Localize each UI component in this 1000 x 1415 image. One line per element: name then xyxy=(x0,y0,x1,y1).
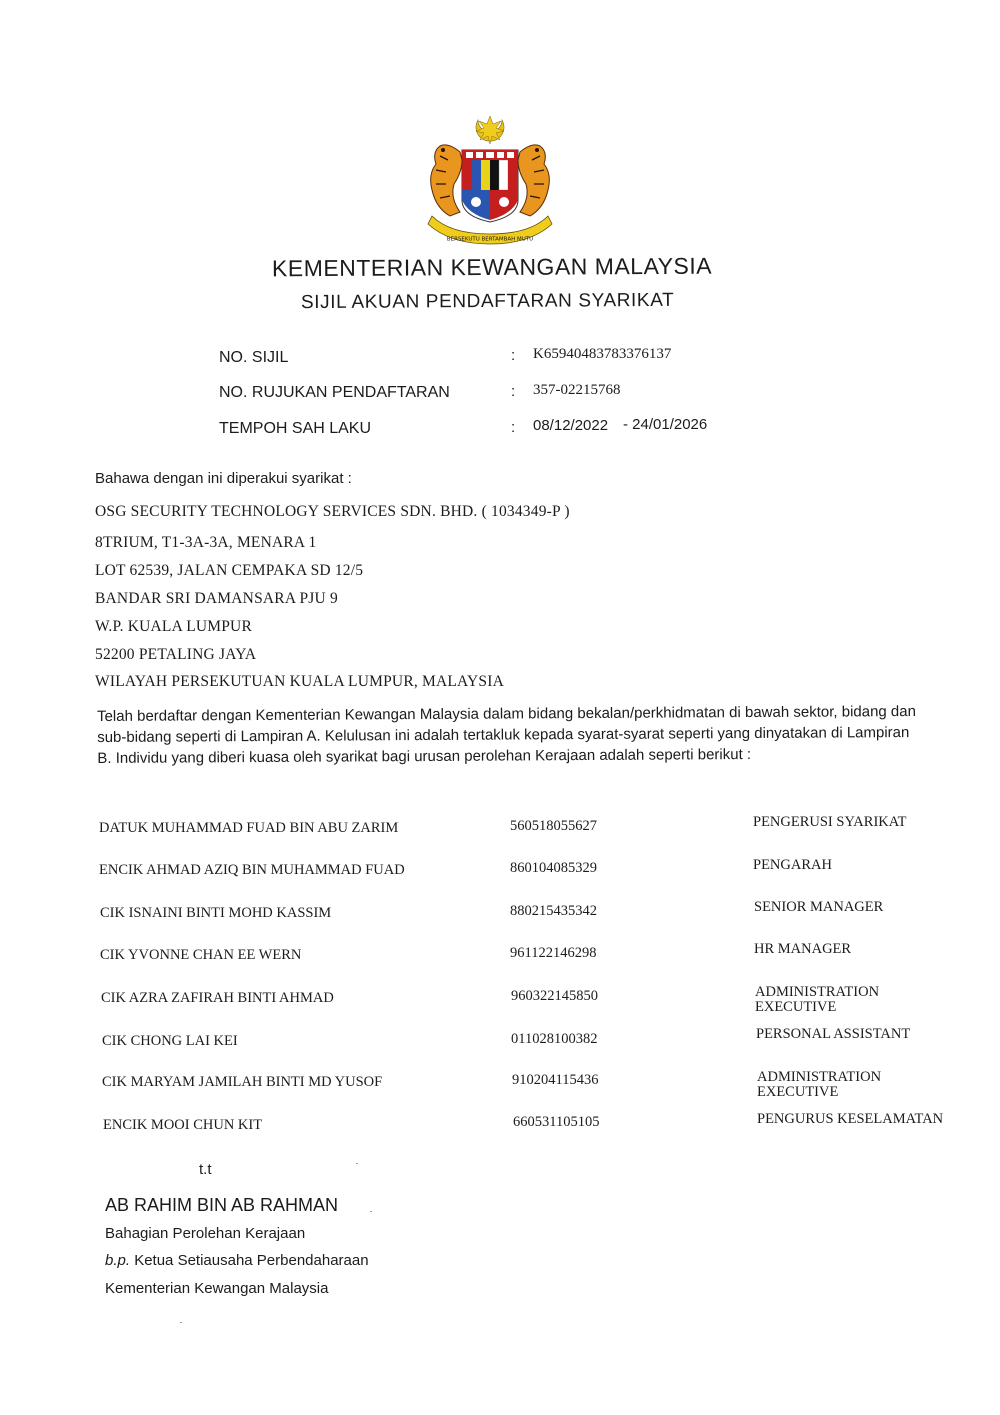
person-name: CIK ISNAINI BINTI MOHD KASSIM xyxy=(100,905,332,921)
colon: : xyxy=(511,383,516,400)
no-rujukan-label: NO. RUJUKAN PENDAFTARAN xyxy=(219,384,450,401)
person-role: HR MANAGER xyxy=(754,941,852,957)
signatory-name: AB RAHIM BIN AB RAHMAN xyxy=(105,1195,339,1215)
signatory-division: Bahagian Perolehan Kerajaan xyxy=(105,1225,306,1242)
tempoh-end: - 24/01/2026 xyxy=(623,416,708,433)
scan-speck xyxy=(356,1163,358,1164)
person-role: PENGERUSI SYARIKAT xyxy=(753,814,907,830)
person-name: CIK YVONNE CHAN EE WERN xyxy=(100,947,302,963)
colon: : xyxy=(511,419,516,436)
person-name: ENCIK AHMAD AZIQ BIN MUHAMMAD FUAD xyxy=(99,862,405,878)
person-ic: 560518055627 xyxy=(510,818,597,834)
person-role: SENIOR MANAGER xyxy=(754,899,884,915)
person-name: CIK CHONG LAI KEI xyxy=(102,1033,238,1049)
company-name: OSG SECURITY TECHNOLOGY SERVICES SDN. BHD. ( 1034349-P ) xyxy=(95,503,570,520)
no-rujukan-value: 357-02215768 xyxy=(533,382,621,398)
scan-speck xyxy=(370,1211,372,1212)
person-name: CIK MARYAM JAMILAH BINTI MD YUSOF xyxy=(102,1074,383,1090)
person-ic: 011028100382 xyxy=(511,1031,598,1047)
signatory-ministry: Kementerian Kewangan Malaysia xyxy=(105,1280,329,1297)
person-ic: 880215435342 xyxy=(510,903,597,919)
intro-text: Bahawa dengan ini diperakui syarikat : xyxy=(95,470,352,487)
address-line: WILAYAH PERSEKUTUAN KUALA LUMPUR, MALAYSIA xyxy=(95,673,504,690)
address-line: W.P. KUALA LUMPUR xyxy=(95,618,252,635)
coat-of-arms-icon xyxy=(410,112,570,247)
tempoh-start: 08/12/2022 xyxy=(533,417,609,434)
person-role: PERSONAL ASSISTANT xyxy=(756,1026,911,1042)
person-ic: 961122146298 xyxy=(510,945,597,961)
svg-text:BERSEKUTU BERTAMBAH MUTU: BERSEKUTU BERTAMBAH MUTU xyxy=(446,236,534,243)
no-sijil-label: NO. SIJIL xyxy=(219,349,289,366)
no-sijil-value: K65940483783376137 xyxy=(533,346,672,362)
scan-speck xyxy=(180,1322,182,1323)
on-behalf-text: Ketua Setiausaha Perbendaharaan xyxy=(134,1252,369,1269)
person-name: ENCIK MOOI CHUN KIT xyxy=(103,1117,263,1133)
statement-paragraph: Telah berdaftar dengan Kementerian Kewangan Malaysia dalam bidang bekalan/perkhidmatan di bawah sektor, bidang dan sub-bidang seperti di Lampiran A. Kelulusan ini adalah tertakluk kepada syarat-syarat seperti yang dinyatakan di Lampiran B. Individu yang diberi kuasa oleh syarikat bagi urusan perolehan Kerajaan adalah seperti berikut : xyxy=(97,702,916,767)
person-role: ADMINISTRATION EXECUTIVE xyxy=(757,1069,882,1100)
person-name: DATUK MUHAMMAD FUAD BIN ABU ZARIM xyxy=(99,820,399,836)
person-name: CIK AZRA ZAFIRAH BINTI AHMAD xyxy=(101,990,334,1006)
person-ic: 960322145850 xyxy=(511,988,598,1004)
person-role: PENGURUS KESELAMATAN xyxy=(757,1111,944,1127)
address-line: 52200 PETALING JAYA xyxy=(95,646,257,663)
address-line: 8TRIUM, T1-3A-3A, MENARA 1 xyxy=(95,534,317,551)
certificate-title: SIJIL AKUAN PENDAFTARAN SYARIKAT xyxy=(300,289,675,314)
tempoh-label: TEMPOH SAH LAKU xyxy=(219,420,372,437)
person-ic: 660531105105 xyxy=(513,1114,600,1130)
address-line: BANDAR SRI DAMANSARA PJU 9 xyxy=(95,590,338,607)
signatory-on-behalf xyxy=(105,1252,369,1269)
address-line: LOT 62539, JALAN CEMPAKA SD 12/5 xyxy=(95,562,364,579)
bp-prefix: b.p. xyxy=(105,1252,131,1269)
person-ic: 910204115436 xyxy=(512,1072,599,1088)
person-role: PENGARAH xyxy=(753,857,832,873)
ministry-title: KEMENTERIAN KEWANGAN MALAYSIA xyxy=(271,252,713,282)
tt-mark: t.t xyxy=(199,1161,212,1178)
person-ic: 860104085329 xyxy=(510,860,597,876)
colon: : xyxy=(511,347,516,364)
person-role: ADMINISTRATION EXECUTIVE xyxy=(755,984,880,1015)
